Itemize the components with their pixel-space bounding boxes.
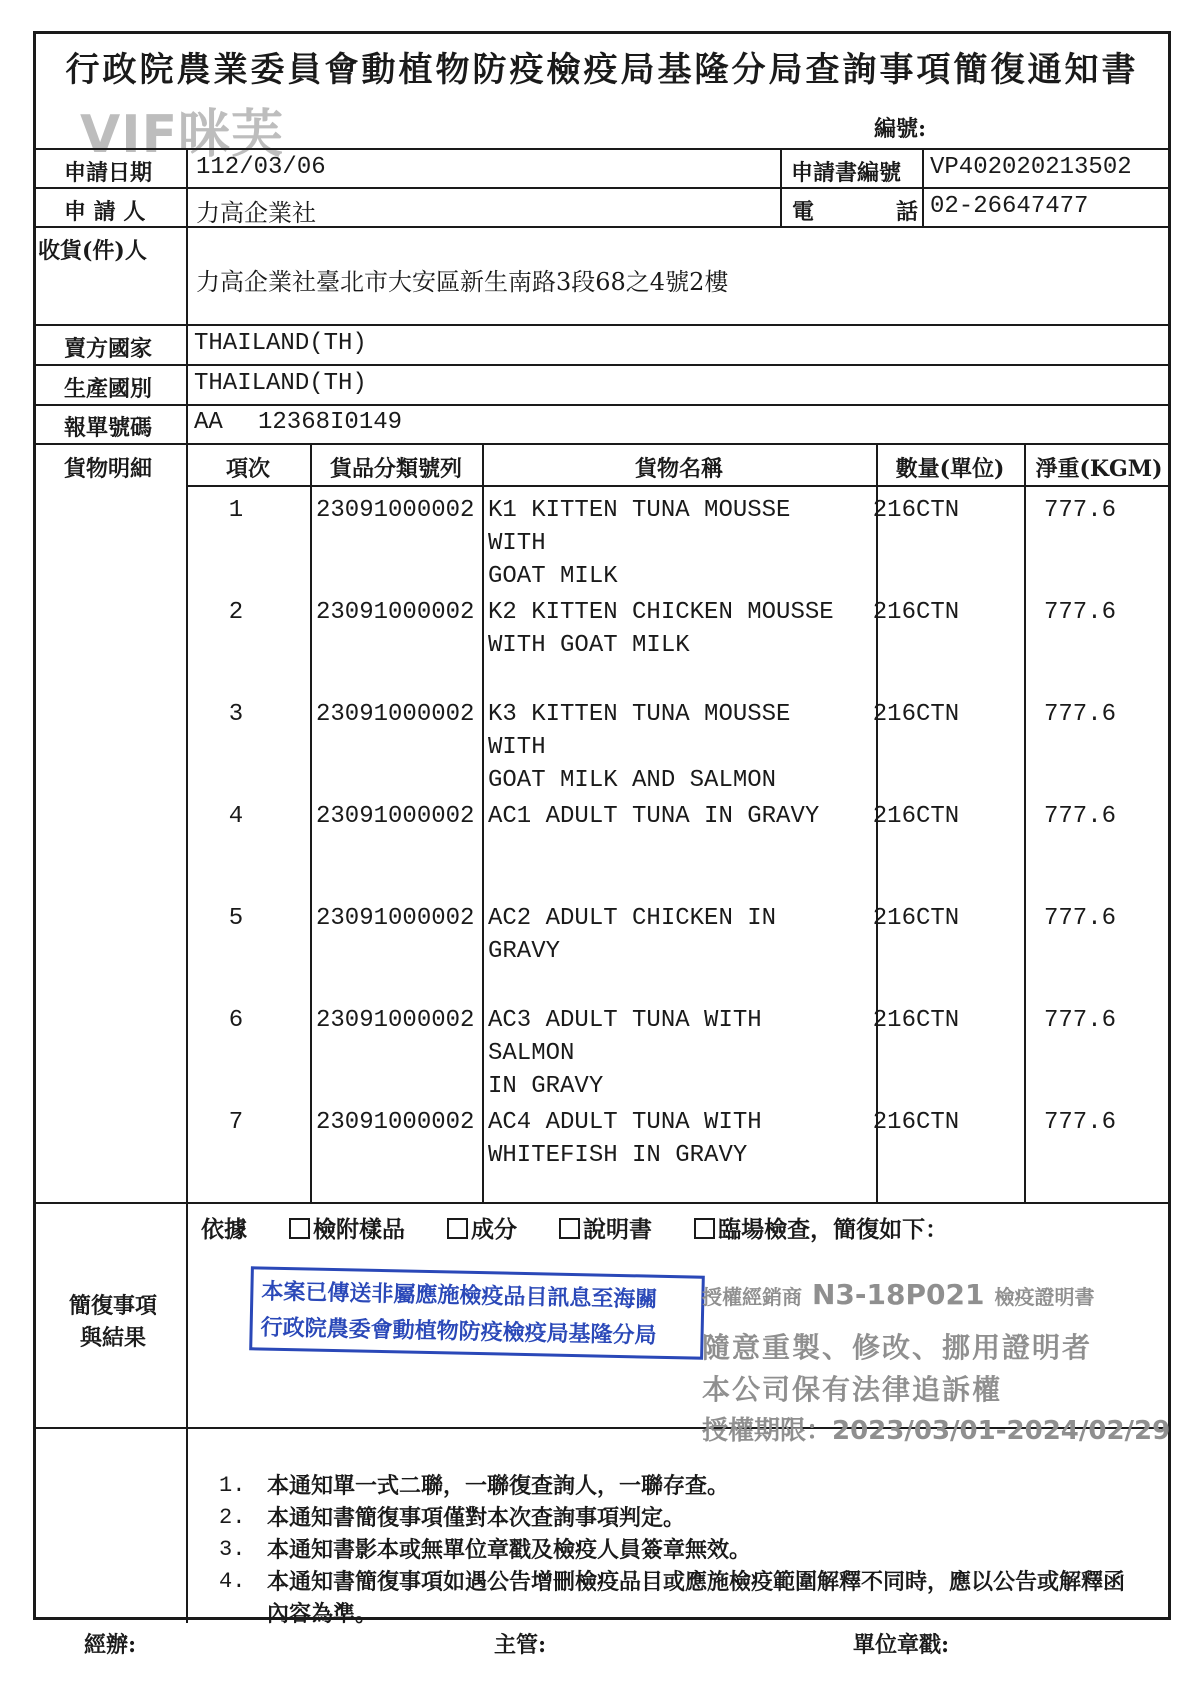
apply-date-label: 申請日期 <box>64 160 153 186</box>
net-weight-header: 淨重(KGM) <box>1035 456 1163 482</box>
seller-country: THAILAND(TH) <box>194 330 367 357</box>
phone-label: 電 <box>792 199 815 225</box>
item-number-header: 項次 <box>225 456 270 482</box>
quantity: 216CTN <box>872 803 960 830</box>
item-number: 6 <box>228 1007 244 1034</box>
blue-stamp <box>249 1266 705 1359</box>
rule <box>36 187 1168 189</box>
goods-name: AC3 ADULT TUNA WITH SALMON IN GRAVY <box>488 1007 762 1100</box>
origin-country: THAILAND(TH) <box>194 370 367 397</box>
table-row <box>36 698 1168 798</box>
net-weight: 777.6 <box>1043 701 1116 728</box>
goods-name-header: 貨物名稱 <box>634 456 723 482</box>
serial-number-label: 編號: <box>874 116 927 142</box>
item-number: 2 <box>228 599 244 626</box>
rule <box>36 443 1168 445</box>
net-weight: 777.6 <box>1043 1109 1116 1136</box>
seller-country-label: 賣方國家 <box>64 336 153 362</box>
quantity-header: 數量(單位) <box>895 456 1005 482</box>
form-number: VP402020213502 <box>930 154 1132 181</box>
unit-stamp-label: 單位章戳: <box>853 1632 950 1658</box>
item-number: 5 <box>228 905 244 932</box>
watermark-logo: VIF咪芙 <box>80 105 285 165</box>
list-item: 2. 本通知書簡復事項僅對本次查詢事項判定。 <box>219 1505 686 1531</box>
rule <box>186 485 1168 487</box>
item-number: 4 <box>228 803 244 830</box>
watermark-line: 隨意重製、修改、挪用證明者 <box>702 1331 1093 1364</box>
goods-name: K3 KITTEN TUNA MOUSSE WITH GOAT MILK AND SALMON <box>488 701 791 794</box>
stamp-line: 行政院農委會動植物防疫檢疫局基隆分局 <box>260 1314 657 1349</box>
quantity: 216CTN <box>872 497 960 524</box>
table-row <box>36 1106 1168 1206</box>
list-item: 4. 本通知書簡復事項如遇公告增刪檢疫品目或應施檢疫範圍解釋不同時，應以公告或解釋函內容為準。 <box>219 1569 1126 1627</box>
watermark-line: 授權經銷商 N3-18P021 檢疫證明書 <box>702 1278 1095 1311</box>
list-item: 1. 本通知單一式二聯，一聯復查詢人，一聯存查。 <box>219 1473 730 1499</box>
watermark-line: 授權期限：2023/03/01-2024/02/29 <box>702 1416 1171 1446</box>
quantity: 216CTN <box>872 1007 960 1034</box>
basis-checklist <box>201 1211 982 1244</box>
hs-code: 23091000002 <box>316 1109 475 1136</box>
applicant: 力高企業社 <box>196 199 316 227</box>
net-weight: 777.6 <box>1043 497 1116 524</box>
quantity: 216CTN <box>872 599 960 626</box>
rule <box>36 148 1168 150</box>
rule <box>780 148 782 226</box>
hs-code: 23091000002 <box>316 497 475 524</box>
table-row <box>36 494 1168 594</box>
checkbox-icon <box>559 1218 580 1239</box>
check-ingredients: 成分 <box>447 1211 517 1244</box>
check-manual: 說明書 <box>559 1211 652 1244</box>
rule <box>36 324 1168 326</box>
table-row <box>36 596 1168 696</box>
item-number: 3 <box>228 701 244 728</box>
table-row <box>36 902 1168 1002</box>
net-weight: 777.6 <box>1043 803 1116 830</box>
origin-label: 生產國別 <box>64 376 153 402</box>
goods-name: AC4 ADULT TUNA WITH WHITEFISH IN GRAVY <box>488 1109 762 1169</box>
item-number: 1 <box>228 497 244 524</box>
handler-signature-label: 經辦: <box>84 1632 137 1658</box>
consignee-label: 收貨(件)人 <box>38 238 147 264</box>
consignee: 力高企業社臺北市大安區新生南路3段68之4號2樓 <box>196 268 729 296</box>
declaration-number: 12368I0149 <box>258 409 403 436</box>
document-title: 行政院農業委員會動植物防疫檢疫局基隆分局查詢事項簡復通知書 <box>65 50 1139 90</box>
quantity: 216CTN <box>872 701 960 728</box>
applicant-label: 申 請 人 <box>64 199 146 225</box>
hs-code: 23091000002 <box>316 1007 475 1034</box>
notes-list <box>219 1470 1137 1630</box>
goods-name: K2 KITTEN CHICKEN MOUSSE WITH GOAT MILK <box>488 599 834 659</box>
table-row <box>36 1004 1168 1104</box>
phone-label-2: 話 <box>896 199 919 225</box>
phone-number: 02-26647477 <box>930 193 1089 220</box>
table-row <box>36 800 1168 900</box>
list-item: 3. 本通知書影本或無單位章戳及檢疫人員簽章無效。 <box>219 1537 752 1563</box>
goods-name: AC2 ADULT CHICKEN IN GRAVY <box>488 905 777 965</box>
basis-label: 依據 <box>201 1216 247 1243</box>
hs-code: 23091000002 <box>316 599 475 626</box>
check-onsite: 臨場檢查，簡復如下： <box>694 1211 948 1244</box>
notification-form <box>33 31 1171 1627</box>
net-weight: 777.6 <box>1043 905 1116 932</box>
stamp-line: 本案已傳送非屬應施檢疫品目訊息至海關 <box>261 1278 658 1313</box>
rule <box>36 404 1168 406</box>
declaration-label: 報單號碼 <box>64 415 153 441</box>
goods-name: AC1 ADULT TUNA IN GRAVY <box>488 803 820 830</box>
check-sample: 檢附樣品 <box>289 1211 405 1244</box>
hs-code: 23091000002 <box>316 701 475 728</box>
checkbox-icon <box>289 1218 310 1239</box>
form-number-label: 申請書編號 <box>791 160 902 186</box>
supervisor-signature-label: 主管: <box>494 1632 547 1658</box>
hs-code: 23091000002 <box>316 803 475 830</box>
quantity: 216CTN <box>872 905 960 932</box>
hs-code-header: 貨品分類號列 <box>329 456 462 482</box>
reply-result-label: 簡復事項 與結果 <box>68 1293 157 1351</box>
checkbox-icon <box>447 1218 468 1239</box>
hs-code: 23091000002 <box>316 905 475 932</box>
rule <box>36 364 1168 366</box>
rule <box>922 148 924 226</box>
net-weight: 777.6 <box>1043 1007 1116 1034</box>
goods-detail-label: 貨物明細 <box>64 456 153 482</box>
quantity: 216CTN <box>872 1109 960 1136</box>
goods-name: K1 KITTEN TUNA MOUSSE WITH GOAT MILK <box>488 497 791 590</box>
declaration-prefix: AA <box>194 409 223 436</box>
watermark-line: 本公司保有法律追訴權 <box>702 1373 1003 1406</box>
item-number: 7 <box>228 1109 244 1136</box>
checkbox-icon <box>694 1218 715 1239</box>
apply-date: 112/03/06 <box>196 154 326 181</box>
net-weight: 777.6 <box>1043 599 1116 626</box>
